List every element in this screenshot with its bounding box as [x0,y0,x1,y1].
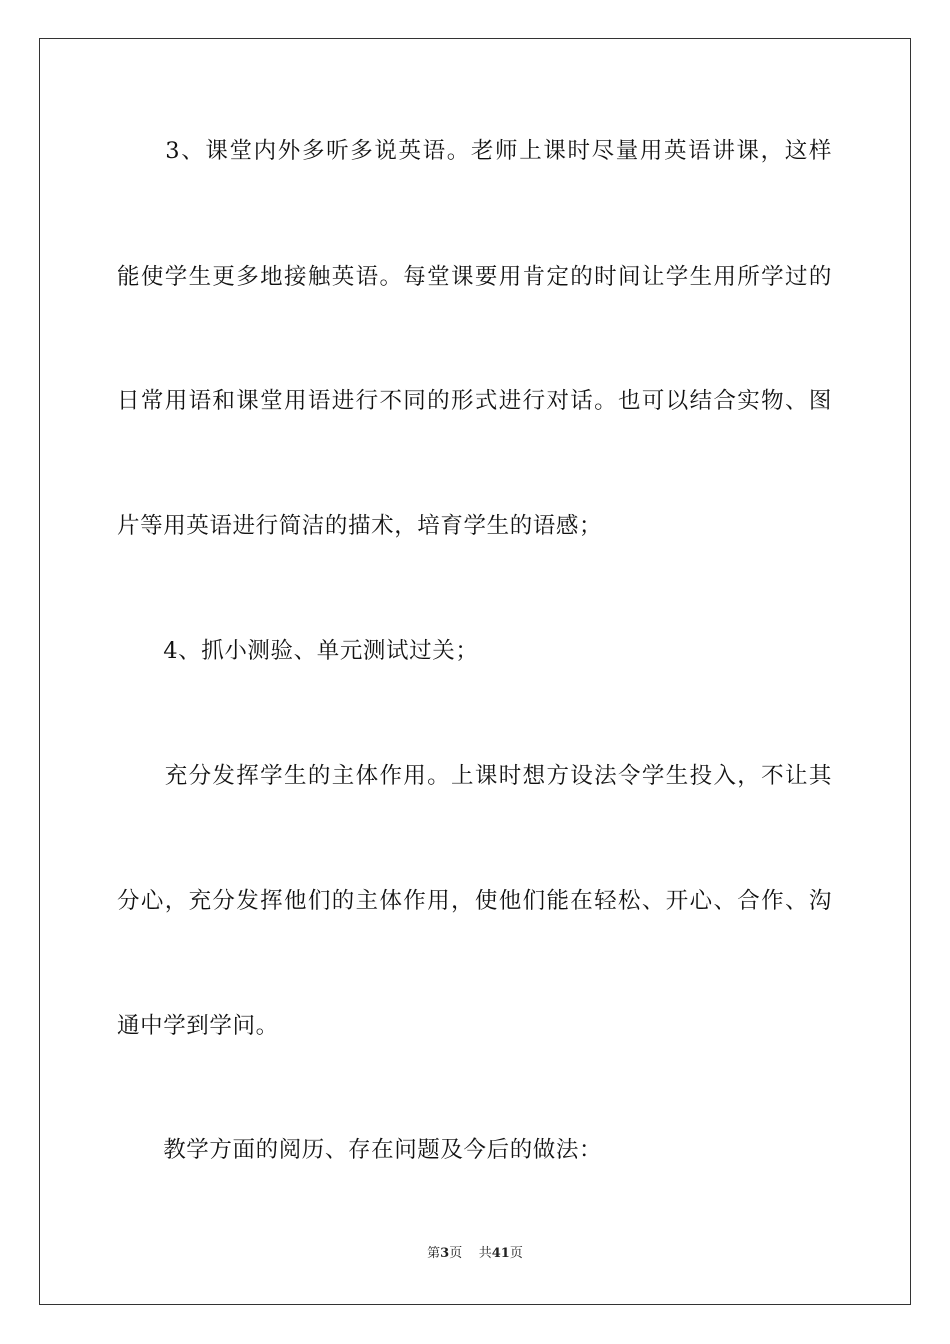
page-suffix: 页 [449,1246,463,1261]
page-prefix: 第 [427,1246,441,1261]
page-number: 3 [440,1246,450,1261]
text-line: 片等用英语进行简洁的描术，培育学生的语感； [117,513,603,539]
text-line: 日常用语和课堂用语进行不同的形式进行对话。也可以结合实物、图 [117,388,832,414]
total-pages: 41 [491,1246,510,1261]
page-border [39,38,911,1305]
text-line: 充分发挥学生的主体作用。上课时想方设法令学生投入，不让其 [117,763,832,789]
text-line: 4、抓小测验、单元测试过关； [117,638,479,664]
total-suffix: 页 [509,1246,523,1261]
text-line: 能使学生更多地接触英语。每堂课要用肯定的时间让学生用所学过的 [117,264,832,290]
total-prefix: 共 [478,1246,492,1261]
page-footer [0,1245,950,1263]
text-line: 分心，充分发挥他们的主体作用，使他们能在轻松、开心、合作、沟 [117,888,832,914]
text-line: 教学方面的阅历、存在问题及今后的做法： [117,1137,603,1163]
text-line: 通中学到学问。 [117,1013,279,1039]
text-line: 3、课堂内外多听多说英语。老师上课时尽量用英语讲课，这样 [117,138,832,164]
